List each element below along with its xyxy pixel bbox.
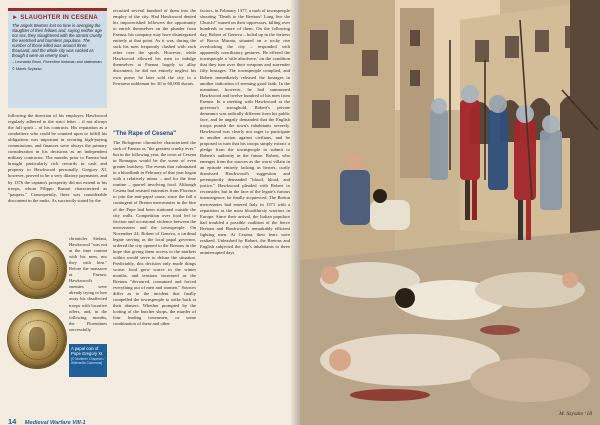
caption-text: A papal coin of Pope Gregory XI. [71,346,104,356]
column-1-text: following the direction of his employer, Hawkwood regularly adhered to the strict letter – if not always the full spirit – of his contracts. His reputation as a condottiere who could be counted upon to fulfill his obligations was important in securing high-paying commissions, and finances were always the primary consideration in his decisions as an independent military contractor. The months prior to Faenza had brought particularly rich rewards in cash and property to Hawkwood personally. Gregory XI, however, proved to be a very dilatory paymaster, and by 1376 the captain's prosperity did not extend to his troops, whom Filippo Bastari characterized as "paupers." Consequently, there was considerable discontent in the ranks. As succinctly stated by the [8,113,107,203]
text-column-1b [69,236,107,406]
sidebar-credit-author: © Marek Szyszko [12,66,42,71]
text-column-2 [113,8,196,128]
massacre-painting [300,0,600,425]
text-column-3 [200,8,290,406]
column-1b-text: chronicler Stefani, Hawkwood "was not at the time content with his men, nor they with him." Before the massacre at Faenza, Hawkwood's enemies were already trying to lure away his disaffected troops with lucrative offers, and, in the following months, the Florentines successfully [69,236,107,332]
magazine-title: Medieval Warfare VIII-1 [24,420,86,425]
column-2-text: recruited several hundred of them into the employ of the city. Had Hawkwood denied his impoverished followers the opportunity to enrich themselves on the plunder from Faenza, his company may have disintegrated entirely at that point. As it was, during the sack his men frequently clashed with each other over the spoils. However, while Hawkwood allowed his men to indulge themselves at Faenza largely to allay discontent, he did not entirely neglect his own purse; he later sold the city to a Ferrarese nobleman for 30 to 60,000 ducats. [113,8,196,86]
section-subheading: "The Rape of Cesena" [113,131,177,137]
coin-caption [69,344,107,377]
sidebar-box [8,8,107,108]
caption-credit: (© Mortimer Chapman / Wikimedia Commons) [71,357,105,365]
column-2b-text: The Bolognese chronicler characterized the sack of Faenza as "the greatest cruelty ever," but in the following year, the town of Cesena in Romagna would be the scene of even greater butchery. The events that culminated in a bloodbath in February of that year began with a relatively minor – and for the time routine – quarrel involving food. Although Cesena had resisted entreaties from Florence to join the anti-papal cause, since the fall a contingent of Breton mercenaries in the hire of the Pope had been stationed outside the city walls. Competition over food led to friction and occasional violence between the mercenaries and the townspeople. On November 24, Robert of Geneva, a cardinal legate serving as the local papal governor, ordered the city opened to the Bretons in the hope that giving them access to the markets within would serve to defuse the situation. Predictably, this decision only made things worse: food grew scarce in the winter months, and tensions increased as the Bretons "devoured, consumed and forced everything out of men and women." Sources differ as to the incident that finally compelled the townspeople to strike back at their abusers. Whether prompted by the looting of the butcher shops, the murder of four leading townsmen, or some combination of these and other [113,140,196,327]
sidebar-credit: – Leonardo Bruni, Florentine historian and statesman. [12,60,103,64]
right-page [300,0,600,425]
column-3-text: factors, in February 1377, a mob of townspeople shouting "Death to the Bretons! Long live the Church!" turned on their oppressors, killing over hundreds or more of them. On the following day, Robert of Geneva – holed up in the fortress of Rocca Murata, situated on a rocky rise overlooking the city – responded with apparently conciliatory gestures. He offered the townspeople a 'stile absolvere,' on the condition that they turn over their weapons and surrender fifty hostages. The townspeople complied, and Robert immediately released the hostages in another indication of seeming good faith. In the meantime, however, he had summoned Hawkwood and twelve hundred of his men from Faenza. In a meeting with Hawkwood at the governor's stronghold, Robert's private demeanor was radically different from his public face, and he angrily demanded that the English troops punish the town's inhabitants severely. Hawkwood was clearly not eager to participate in another action against civilians, and he proposed in turn that his troops simply extract a pledge from the townspeople to submit to Robert's authority in the future. Robert, who emerges from the sources as the worst villain in an episode entirely lacking in heroes, curtly dismissed Hawkwood's suggestion and peremptorily demanded "blood, blood, and justice." Hawkwood pleaded with Robert to reconsider, but in the face of the legate's furious intransigence, he finally acquiesced. The Breton mercenaries had entered Italy in 1371 with a reputation as the most bloodthirsty warriors in Europe. Since their arrival, the Italian populace had troubled a possible coalition of the fierce Bretons and Hawkwood's remarkably efficient fighting men. At Cesena, their fears were realized. Unleashed by Robert, the Bretons and English subjected the city's inhabitants to three uninterrupted days [200,8,290,255]
artist-signature: M. Szyszko ‘18 [559,411,592,417]
page-footer [8,411,86,425]
sidebar-quote: The angels Bretons lost no time in avenging the slaughter of their fellows and, saying neither age nor sex, they slaughtered with the utmost cruelty the wretched and harmless populace. The number of those killed was around three thousand, and the whole city was sacked as though it were an enemy town. [12,23,102,58]
text-column-1 [8,113,107,235]
page-number: 14 [8,417,17,425]
coin-obverse-image [8,240,66,298]
sidebar-title: ► SLAUGHTER IN CESENA [12,14,98,21]
text-column-2b [113,140,196,406]
coin-reverse-image [8,310,66,368]
